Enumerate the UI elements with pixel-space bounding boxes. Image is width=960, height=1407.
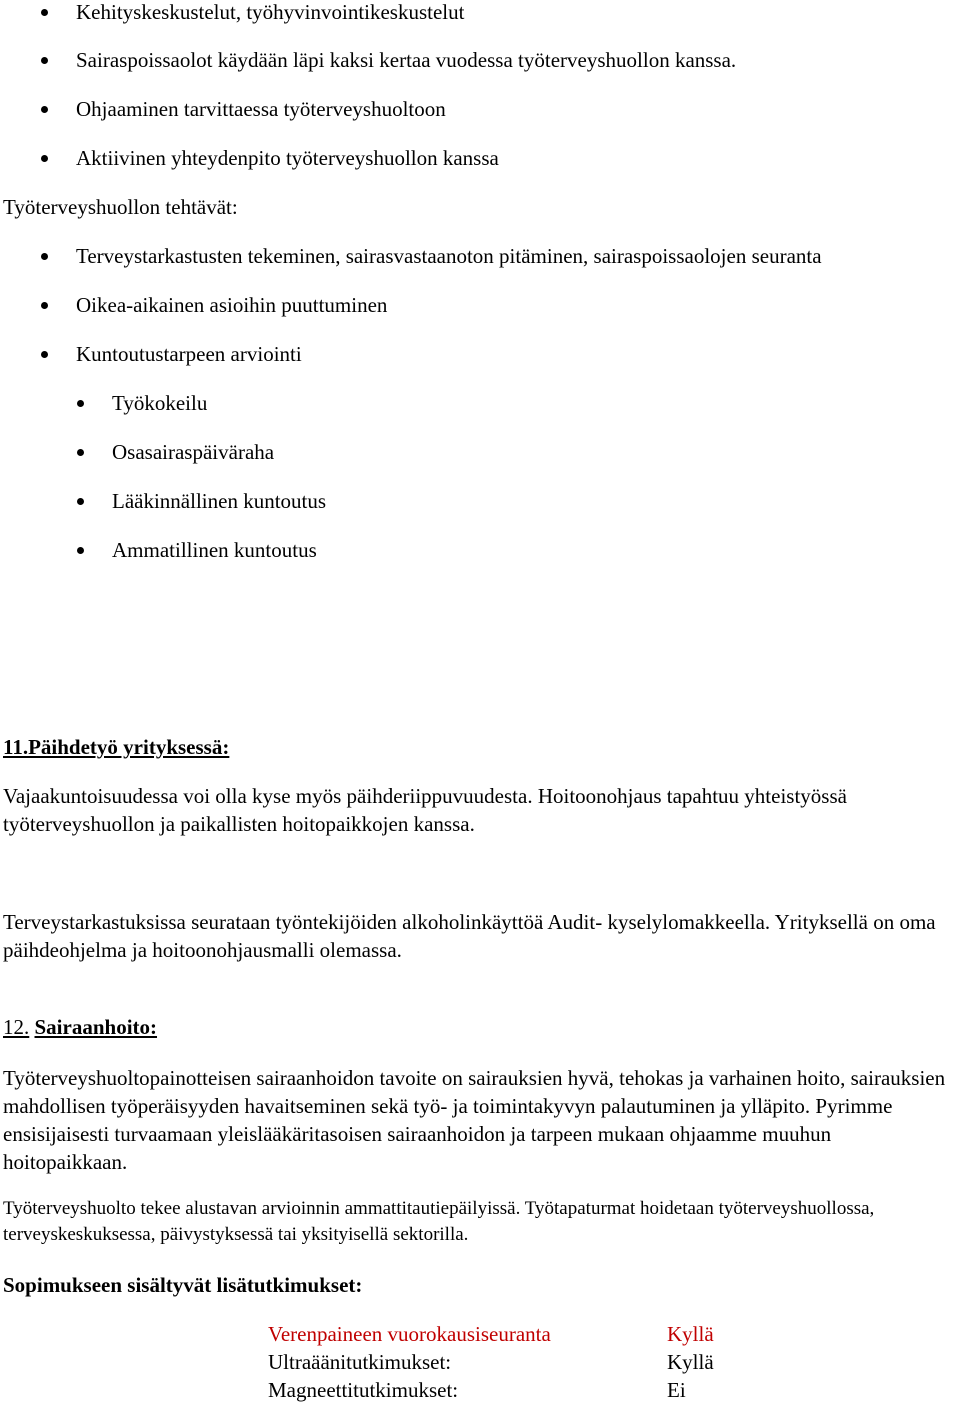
section-11-paragraph-1: Vajaakuntoisuudessa voi olla kyse myös päihderiippuvuudesta. Hoitoonohjaus tapahtuu yhteistyössä työterveyshuollon ja paikallisten hoitopaikkojen kanssa.	[3, 784, 847, 836]
section-12-title: Sairaanhoito:	[34, 1015, 158, 1039]
list-item: Kehityskeskustelut, työhyvinvointikeskustelut	[76, 0, 465, 24]
section-12-paragraph-2: Työterveyshuolto tekee alustavan arvioinnin ammattitautiepäilyissä. Työtapaturmat hoidetaan työterveyshuollossa, terveyskeskuksessa, päivystyksessä tai yksityisellä sektorilla.	[3, 1198, 875, 1245]
tasks-heading: Työterveyshuollon tehtävät:	[3, 195, 238, 219]
extras-label: Magneettitutkimukset:	[268, 1378, 459, 1402]
bullet-icon	[41, 302, 48, 309]
extras-heading: Sopimukseen sisältyvät lisätutkimukset:	[3, 1273, 363, 1297]
list-item: Osasairaspäiväraha	[112, 440, 275, 464]
bullet-icon	[77, 547, 84, 554]
bullet-icon	[77, 498, 84, 505]
section-12-number: 12.	[3, 1015, 30, 1039]
list-item: Ohjaaminen tarvittaessa työterveyshuoltoon	[76, 97, 446, 121]
section-11-paragraph-2: Terveystarkastuksissa seurataan työntekijöiden alkoholinkäyttöä Audit- kyselylomakkeella. Yrityksellä on oma päihdeohjelma ja hoitoonohjausmalli olemassa.	[3, 910, 936, 962]
bullet-icon	[77, 449, 84, 456]
extras-value: Kyllä	[667, 1350, 714, 1374]
extras-value: Ei	[667, 1378, 686, 1402]
list-item: Ammatillinen kuntoutus	[112, 538, 317, 562]
list-item: Terveystarkastusten tekeminen, sairasvastaanoton pitäminen, sairaspoissaolojen seuranta	[76, 244, 822, 268]
list-item: Kuntoutustarpeen arviointi	[76, 342, 302, 366]
extras-label: Ultraäänitutkimukset:	[268, 1350, 452, 1374]
extras-label: Verenpaineen vuorokausiseuranta	[268, 1322, 551, 1346]
list-item: Lääkinnällinen kuntoutus	[112, 489, 327, 513]
bullet-icon	[77, 400, 84, 407]
section-12-paragraph-1: Työterveyshuoltopainotteisen sairaanhoidon tavoite on sairauksien hyvä, tehokas ja varhainen hoito, sairauksien mahdollisen työperäisyyden havaitseminen sekä työ- ja toimintakyvyn palautuminen ja ylläpito. Pyrimme ensisijaisesti turvaamaan yleislääkäritasoisen sairaanhoidon ja tarpeen mukaan ohjaamme muuhun hoitopaikkaan.	[3, 1066, 946, 1174]
bullet-icon	[41, 106, 48, 113]
bullet-icon	[41, 351, 48, 358]
list-item: Aktiivinen yhteydenpito työterveyshuollon kanssa	[76, 146, 499, 170]
bullet-icon	[41, 253, 48, 260]
bullet-icon	[41, 9, 48, 16]
bullet-icon	[41, 155, 48, 162]
section-11-heading: 11.Päihdetyö yrityksessä:	[3, 735, 230, 759]
list-item: Oikea-aikainen asioihin puuttuminen	[76, 293, 388, 317]
list-item: Sairaspoissaolot käydään läpi kaksi kertaa vuodessa työterveyshuollon kanssa.	[76, 48, 737, 72]
bullet-icon	[41, 57, 48, 64]
section-12-heading	[3, 1013, 157, 1041]
extras-value: Kyllä	[667, 1322, 714, 1346]
list-item: Työkokeilu	[112, 391, 208, 415]
